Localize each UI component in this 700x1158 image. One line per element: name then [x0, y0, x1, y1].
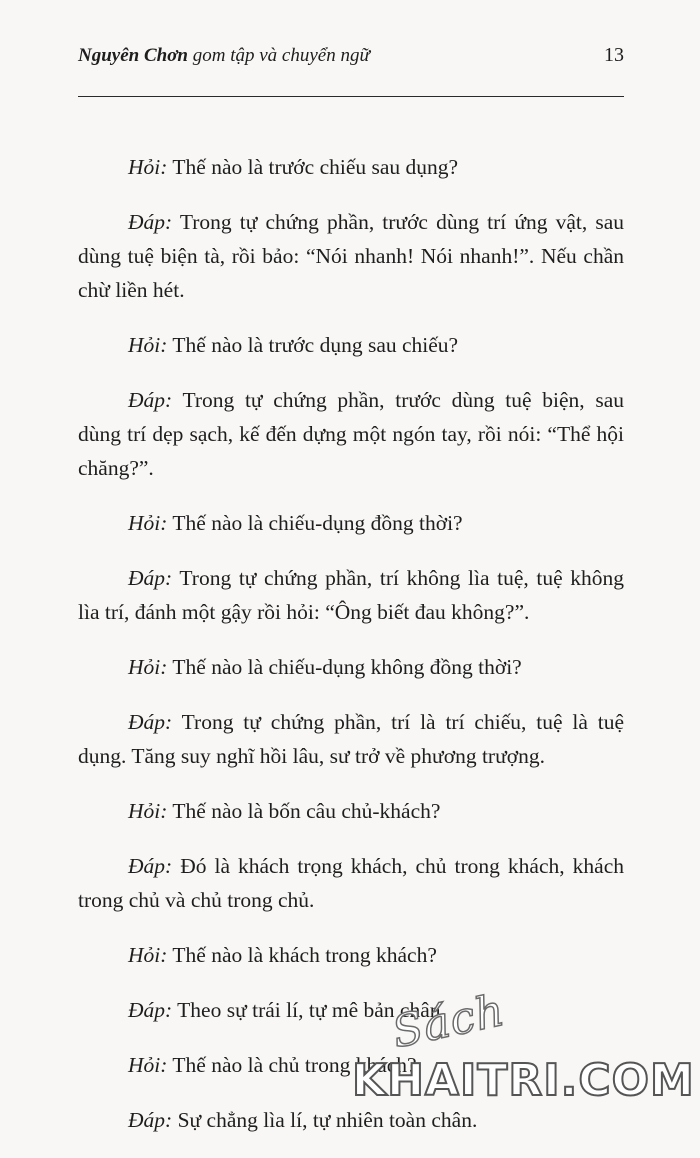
question-paragraph: [78, 328, 624, 362]
answer-label: Đáp:: [128, 998, 173, 1022]
question-paragraph: [78, 150, 624, 184]
watermark-site: KHAITRI.COM: [352, 1055, 695, 1106]
answer-label: Đáp:: [128, 388, 173, 412]
question-label: Hỏi:: [128, 1053, 168, 1077]
question-label: Hỏi:: [128, 333, 168, 357]
question-paragraph: [78, 938, 624, 972]
answer-label: Đáp:: [128, 710, 173, 734]
answer-text: Trong tự chứng phần, trước dùng trí ứng vật, sau dùng tuệ biện tà, rồi bảo: “Nói nhanh! Nói nhanh!”. Nếu chần chừ liền hét.: [78, 210, 624, 302]
answer-label: Đáp:: [128, 210, 173, 234]
question-paragraph: [78, 650, 624, 684]
question-label: Hỏi:: [128, 511, 168, 535]
question-text: Thế nào là chiếu-dụng không đồng thời?: [167, 655, 522, 679]
answer-paragraph: [78, 705, 624, 773]
question-paragraph: [78, 794, 624, 828]
page-number: 13: [604, 44, 624, 66]
answer-text: Trong tự chứng phần, trước dùng tuệ biện, sau dùng trí dẹp sạch, kế đến dựng một ngón tay, rồi nói: “Thể hội chăng?”.: [78, 388, 624, 480]
title-rest: gom tập và chuyển ngữ: [187, 45, 370, 66]
answer-text: Trong tự chứng phần, trí là trí chiếu, tuệ là tuệ dụng. Tăng suy nghĩ hồi lâu, sư trở về phương trượng.: [78, 710, 624, 768]
question-text: Thế nào là chiếu-dụng đồng thời?: [167, 511, 463, 535]
answer-label: Đáp:: [128, 566, 173, 590]
answer-paragraph: [78, 1103, 624, 1137]
answer-text: Đó là khách trọng khách, chủ trong khách, khách trong chủ và chủ trong chủ.: [78, 854, 624, 912]
answer-paragraph: [78, 561, 624, 629]
question-label: Hỏi:: [128, 155, 168, 179]
answer-paragraph: [78, 993, 624, 1027]
answer-label: Đáp:: [128, 1108, 173, 1132]
book-title: [78, 45, 370, 67]
question-text: Thế nào là bốn câu chủ-khách?: [167, 799, 441, 823]
page-body: [78, 150, 624, 1158]
author-name: Nguyên Chơn: [78, 45, 188, 66]
question-text: Thế nào là khách trong khách?: [167, 943, 437, 967]
answer-text: Trong tự chứng phần, trí không lìa tuệ, tuệ không lìa trí, đánh một gậy rồi hỏi: “Ông biết đau không?”.: [78, 566, 624, 624]
question-text: Thế nào là trước dụng sau chiếu?: [167, 333, 459, 357]
answer-text: Theo sự trái lí, tự mê bản chân.: [172, 998, 446, 1022]
watermark-script: Sách: [387, 984, 510, 1059]
answer-paragraph: [78, 849, 624, 917]
question-label: Hỏi:: [128, 943, 168, 967]
header-divider: [78, 96, 624, 97]
answer-label: Đáp:: [128, 854, 173, 878]
answer-paragraph: [78, 205, 624, 307]
question-text: Thế nào là trước chiếu sau dụng?: [167, 155, 459, 179]
question-label: Hỏi:: [128, 799, 168, 823]
answer-text: Sự chẳng lìa lí, tự nhiên toàn chân.: [172, 1108, 478, 1132]
question-paragraph: [78, 1048, 624, 1082]
question-label: Hỏi:: [128, 655, 168, 679]
answer-paragraph: [78, 383, 624, 485]
question-text: Thế nào là chủ trong khách?: [167, 1053, 417, 1077]
running-header: [78, 44, 624, 74]
question-paragraph: [78, 506, 624, 540]
